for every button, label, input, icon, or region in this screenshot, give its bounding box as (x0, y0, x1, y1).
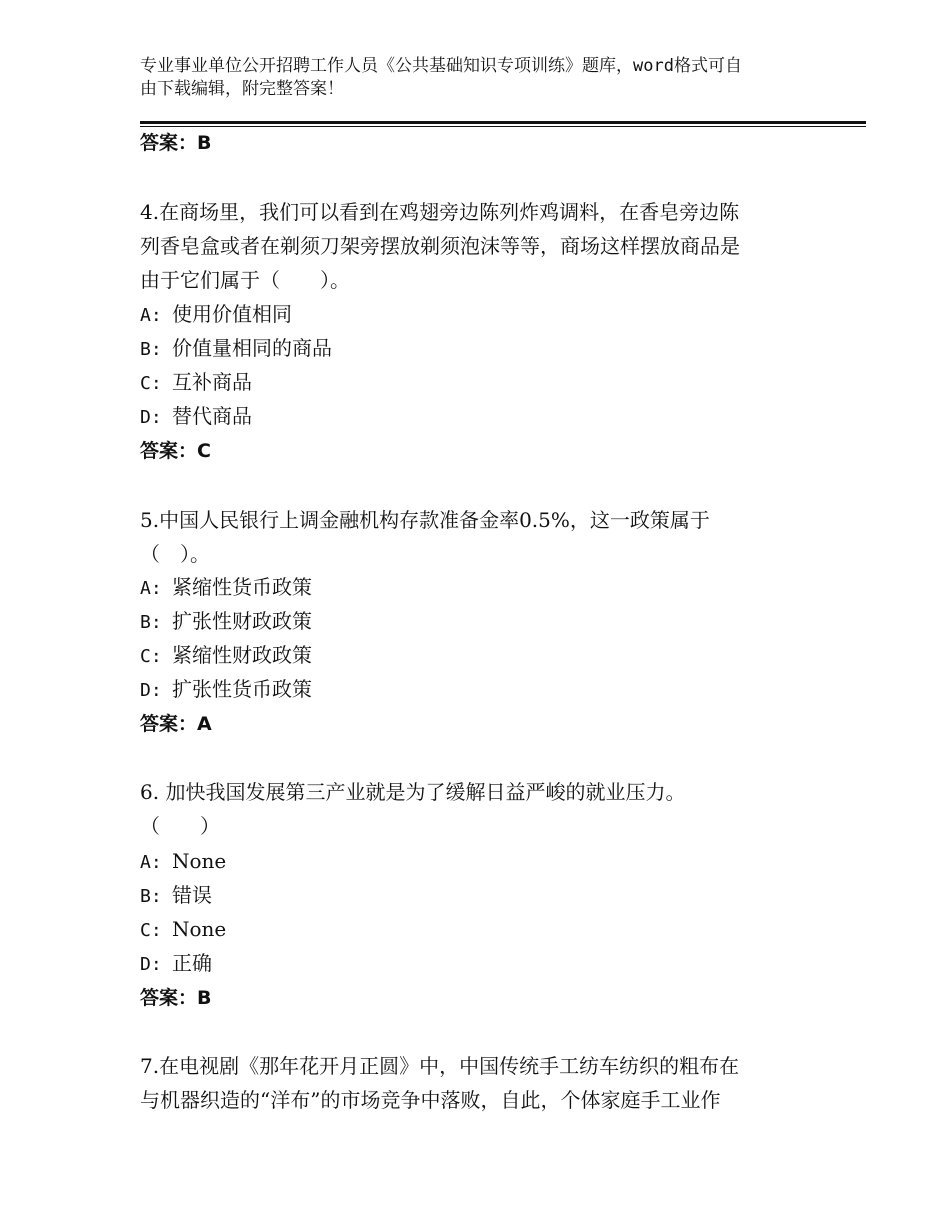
question-line: 5.中国人民银行上调金融机构存款准备金率0.5%，这一政策属于 (140, 508, 710, 532)
header-line-2: 由下载编辑，附完整答案！ (140, 79, 344, 99)
question-6-text (140, 775, 810, 843)
header-line-1: 专业事业单位公开招聘工作人员《公共基础知识专项训练》题库，word格式可自 (140, 56, 742, 76)
question-4-option-b (140, 335, 332, 363)
question-4-text (140, 195, 810, 297)
option-text: 紧缩性财政政策 (172, 643, 312, 667)
option-letter: C: (140, 373, 162, 394)
option-letter: A: (140, 578, 162, 599)
option-text: 扩张性财政政策 (172, 609, 312, 633)
option-letter: C: (140, 920, 162, 941)
header-rule-thick (140, 121, 866, 124)
question-5-option-a (140, 574, 312, 602)
question-line: 7.在电视剧《那年花开月正圆》中，中国传统手工纺车纺织的粗布在 (140, 1054, 740, 1078)
option-letter: D: (140, 680, 162, 701)
option-text: 错误 (172, 883, 212, 907)
option-letter: D: (140, 407, 162, 428)
option-letter: A: (140, 852, 162, 873)
question-6-option-d (140, 950, 212, 978)
question-6-option-a (140, 848, 226, 876)
option-text: 紧缩性货币政策 (172, 575, 312, 599)
option-letter: B: (140, 339, 162, 360)
question-4-option-a (140, 301, 292, 329)
question-6-option-b (140, 882, 212, 910)
option-letter: C: (140, 646, 162, 667)
question-line: 6. 加快我国发展第三产业就是为了缓解日益严峻的就业压力。 (140, 780, 686, 804)
question-7-text (140, 1049, 810, 1117)
question-5-option-c (140, 642, 312, 670)
question-5-answer: 答案：A (140, 713, 212, 735)
option-text: 扩张性货币政策 (172, 677, 312, 701)
option-letter: B: (140, 612, 162, 633)
question-5-option-d (140, 676, 312, 704)
question-line: 列香皂盒或者在剃须刀架旁摆放剃须泡沫等等，商场这样摆放商品是 (140, 234, 740, 258)
option-text: None (172, 849, 227, 873)
question-line: 与机器织造的“洋布”的市场竞争中落败，自此，个体家庭手工业作 (140, 1088, 721, 1112)
question-6-answer: 答案：B (140, 987, 212, 1009)
option-text: None (172, 917, 227, 941)
option-letter: D: (140, 954, 162, 975)
question-4-option-c (140, 369, 252, 397)
option-text: 正确 (172, 951, 212, 975)
question-line: （ ）。 (140, 542, 210, 566)
option-text: 互补商品 (172, 370, 252, 394)
question-4-option-d (140, 403, 252, 431)
question-5-option-b (140, 608, 312, 636)
question-line: 由于它们属于（ ）。 (140, 268, 350, 292)
question-6-option-c (140, 916, 226, 944)
header-rule-thin (140, 126, 866, 127)
header-text (140, 55, 820, 101)
question-line: 4.在商场里，我们可以看到在鸡翅旁边陈列炸鸡调料，在香皂旁边陈 (140, 200, 740, 224)
question-4-answer: 答案：C (140, 440, 211, 462)
option-letter: A: (140, 305, 162, 326)
option-text: 价值量相同的商品 (172, 336, 332, 360)
option-text: 替代商品 (172, 404, 252, 428)
previous-answer: 答案：B (140, 132, 212, 154)
option-text: 使用价值相同 (172, 302, 292, 326)
question-line: （ ） (140, 814, 220, 838)
option-letter: B: (140, 886, 162, 907)
question-5-text (140, 503, 810, 571)
